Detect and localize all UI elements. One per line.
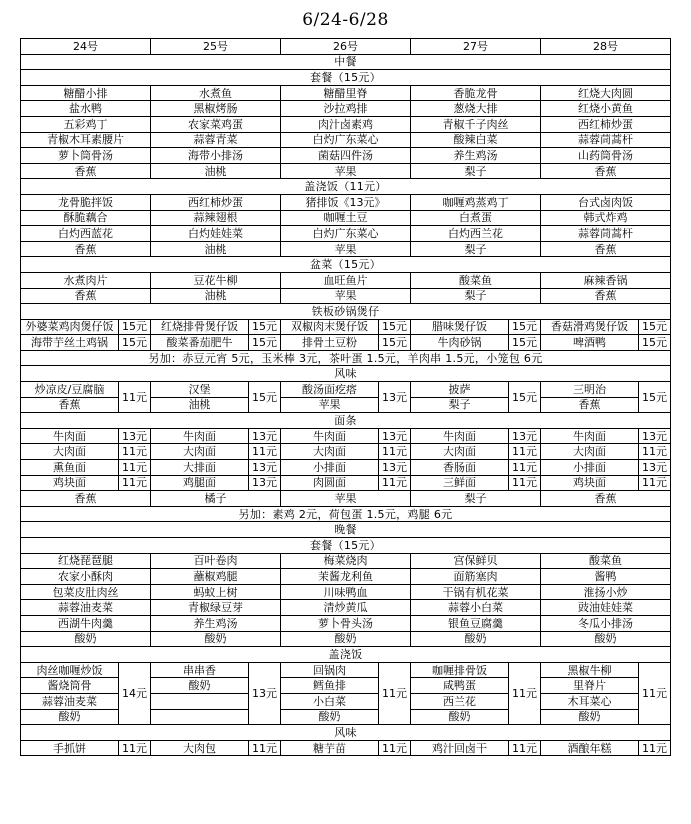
- price-cell: 11元: [509, 740, 541, 756]
- price-cell: 13元: [379, 382, 411, 413]
- menu-item: [151, 709, 249, 725]
- section-row: [21, 54, 671, 70]
- menu-item: 肉圆面: [281, 475, 379, 491]
- table-row: [21, 678, 671, 694]
- menu-item: 麻辣香锅: [541, 272, 671, 288]
- menu-item: 水煮肉片: [21, 272, 151, 288]
- section-row: [21, 522, 671, 538]
- menu-item: 牛肉面: [281, 428, 379, 444]
- menu-item: 蒜蓉油麦菜: [21, 693, 119, 709]
- price-cell: 13元: [249, 662, 281, 724]
- table-row: [21, 584, 671, 600]
- menu-item: 鸡块面: [21, 475, 119, 491]
- section-row: [21, 506, 671, 522]
- price-cell: 11元: [639, 475, 671, 491]
- table-row: [21, 553, 671, 569]
- section-heading: 另加：赤豆元宵 5元，玉米棒 3元，茶叶蛋 1.5元，羊肉串 1.5元，小笼包 6元: [21, 350, 671, 366]
- menu-item: 葱烧大排: [411, 101, 541, 117]
- menu-item: 红烧大肉圆: [541, 85, 671, 101]
- table-row: [21, 491, 671, 507]
- price-cell: 13元: [249, 475, 281, 491]
- menu-item: 牛肉砂锅: [411, 335, 509, 351]
- menu-item: 清炒黄瓜: [281, 600, 411, 616]
- menu-item: 银鱼豆腐羹: [411, 615, 541, 631]
- menu-item: 肉丝咖喱炒饭: [21, 662, 119, 678]
- menu-item: 香蕉: [21, 241, 151, 257]
- menu-item: 青椒木耳素腰片: [21, 132, 151, 148]
- section-heading: 套餐（15元）: [21, 538, 671, 554]
- menu-item: 苹果: [281, 163, 411, 179]
- menu-item: 台式卤肉饭: [541, 194, 671, 210]
- table-row: [21, 288, 671, 304]
- section-heading: 套餐（15元）: [21, 70, 671, 86]
- menu-item: 白煮蛋: [411, 210, 541, 226]
- menu-item: 面筋塞肉: [411, 569, 541, 585]
- day-header: 25号: [151, 39, 281, 55]
- menu-item: 橘子: [151, 491, 281, 507]
- section-heading: 风味: [21, 725, 671, 741]
- section-heading: 中餐: [21, 54, 671, 70]
- menu-item: 汉堡: [151, 382, 249, 398]
- menu-item: 油桃: [151, 397, 249, 413]
- table-row: [21, 226, 671, 242]
- table-row: [21, 740, 671, 756]
- price-cell: 11元: [509, 460, 541, 476]
- menu-item: 蒜蓉茼蒿杆: [541, 132, 671, 148]
- menu-item: 糖醋里脊: [281, 85, 411, 101]
- menu-item: 酸奶: [281, 631, 411, 647]
- price-cell: 11元: [119, 740, 151, 756]
- menu-item: 梨子: [411, 491, 541, 507]
- price-cell: 11元: [379, 444, 411, 460]
- menu-item: 冬瓜小排汤: [541, 615, 671, 631]
- menu-item: 披萨: [411, 382, 509, 398]
- menu-item: 萝卜筒骨汤: [21, 148, 151, 164]
- price-cell: 15元: [639, 382, 671, 413]
- menu-item: 白灼娃娃菜: [151, 226, 281, 242]
- menu-item: 回锅肉: [281, 662, 379, 678]
- menu-item: 香蕉: [21, 491, 151, 507]
- price-cell: 11元: [119, 460, 151, 476]
- table-row: [21, 210, 671, 226]
- menu-item: 香蕉: [21, 397, 119, 413]
- menu-item: 海带芋丝土鸡锅: [21, 335, 119, 351]
- price-cell: 11元: [119, 382, 151, 413]
- price-cell: 13元: [379, 460, 411, 476]
- table-row: [21, 194, 671, 210]
- menu-item: 白灼广东菜心: [281, 132, 411, 148]
- menu-item: 山药筒骨汤: [541, 148, 671, 164]
- menu-item: 鸡腿面: [151, 475, 249, 491]
- menu-item: 红烧小黄鱼: [541, 101, 671, 117]
- menu-item: 苹果: [281, 241, 411, 257]
- price-cell: 11元: [379, 740, 411, 756]
- price-cell: 15元: [119, 335, 151, 351]
- menu-item: 酒酿年糕: [541, 740, 639, 756]
- menu-item: 大肉面: [21, 444, 119, 460]
- menu-item: 炒凉皮/豆腐脑: [21, 382, 119, 398]
- table-row: [21, 600, 671, 616]
- menu-item: 酸汤面疙瘩: [281, 382, 379, 398]
- menu-item: 梅菜烧肉: [281, 553, 411, 569]
- menu-item: 酸奶: [151, 678, 249, 694]
- menu-item: 酱鸭: [541, 569, 671, 585]
- menu-item: 香脆龙骨: [411, 85, 541, 101]
- menu-item: 菌菇四件汤: [281, 148, 411, 164]
- menu-item: 黑椒烤肠: [151, 101, 281, 117]
- menu-item: 鸡块面: [541, 475, 639, 491]
- price-cell: 11元: [379, 475, 411, 491]
- table-row: [21, 397, 671, 413]
- section-heading: 铁板砂锅煲仔: [21, 304, 671, 320]
- menu-item: 蒜辣翅根: [151, 210, 281, 226]
- price-cell: 11元: [509, 475, 541, 491]
- menu-item: 苹果: [281, 288, 411, 304]
- menu-item: 盐水鸭: [21, 101, 151, 117]
- menu-item: 咖喱排骨饭: [411, 662, 509, 678]
- menu-item: 苹果: [281, 397, 379, 413]
- menu-item: 香蕉: [21, 288, 151, 304]
- menu-item: 蒜蓉茼蒿杆: [541, 226, 671, 242]
- price-cell: 13元: [249, 428, 281, 444]
- menu-item: 香菇滑鸡煲仔饭: [541, 319, 639, 335]
- table-row: [21, 241, 671, 257]
- table-row: [21, 444, 671, 460]
- menu-item: 香蕉: [541, 163, 671, 179]
- menu-item: 淮扬小炒: [541, 584, 671, 600]
- menu-item: 养生鸡汤: [151, 615, 281, 631]
- menu-item: 血旺鱼片: [281, 272, 411, 288]
- menu-item: 农家菜鸡蛋: [151, 116, 281, 132]
- menu-item: 里脊片: [541, 678, 639, 694]
- section-row: [21, 70, 671, 86]
- menu-item: 牛肉面: [541, 428, 639, 444]
- menu-item: 酸辣白菜: [411, 132, 541, 148]
- menu-item: 梨子: [411, 163, 541, 179]
- menu-item: 梨子: [411, 397, 509, 413]
- section-heading: 另加：素鸡 2元，荷包蛋 1.5元，鸡腿 6元: [21, 506, 671, 522]
- table-row: [21, 382, 671, 398]
- table-row: [21, 335, 671, 351]
- section-heading: 面条: [21, 413, 671, 429]
- price-cell: 13元: [509, 428, 541, 444]
- menu-item: 蘸椒鸡腿: [151, 569, 281, 585]
- menu-item: 排骨土豆粉: [281, 335, 379, 351]
- section-row: [21, 257, 671, 273]
- menu-item: 梨子: [411, 288, 541, 304]
- section-heading: 盆菜（15元）: [21, 257, 671, 273]
- menu-item: 咸鸭蛋: [411, 678, 509, 694]
- menu-item: 豉油娃娃菜: [541, 600, 671, 616]
- table-row: [21, 132, 671, 148]
- menu-item: 西红柿炒蛋: [151, 194, 281, 210]
- price-cell: 13元: [639, 428, 671, 444]
- menu-item: 香蕉: [21, 163, 151, 179]
- menu-item: 酸菜番茄肥牛: [151, 335, 249, 351]
- menu-item: 腊味煲仔饭: [411, 319, 509, 335]
- price-cell: 15元: [639, 319, 671, 335]
- menu-item: 熏鱼面: [21, 460, 119, 476]
- menu-item: 萝卜骨头汤: [281, 615, 411, 631]
- menu-item: 手抓饼: [21, 740, 119, 756]
- table-row: [21, 85, 671, 101]
- menu-item: 西红柿炒蛋: [541, 116, 671, 132]
- price-cell: 11元: [639, 740, 671, 756]
- menu-item: 蚂蚁上树: [151, 584, 281, 600]
- menu-item: 木耳菜心: [541, 693, 639, 709]
- table-row: [21, 319, 671, 335]
- table-row: [21, 709, 671, 725]
- menu-item: 牛肉面: [151, 428, 249, 444]
- day-header: 26号: [281, 39, 411, 55]
- weekly-menu-table: [20, 38, 671, 756]
- menu-item: 油桃: [151, 241, 281, 257]
- price-cell: 14元: [119, 662, 151, 724]
- price-cell: 13元: [639, 460, 671, 476]
- table-row: [21, 428, 671, 444]
- price-cell: 15元: [379, 319, 411, 335]
- price-cell: 11元: [509, 444, 541, 460]
- menu-item: 糖芋苗: [281, 740, 379, 756]
- menu-item: 酸菜鱼: [541, 553, 671, 569]
- menu-item: 农家小酥肉: [21, 569, 151, 585]
- menu-item: 海带小排汤: [151, 148, 281, 164]
- price-cell: 13元: [119, 428, 151, 444]
- price-cell: 15元: [249, 335, 281, 351]
- price-cell: 11元: [249, 444, 281, 460]
- section-heading: 盖浇饭: [21, 647, 671, 663]
- day-header: 24号: [21, 39, 151, 55]
- price-cell: 15元: [249, 319, 281, 335]
- menu-item: 肉汁卤素鸡: [281, 116, 411, 132]
- menu-item: 香肠面: [411, 460, 509, 476]
- menu-item: 串串香: [151, 662, 249, 678]
- menu-item: 西兰花: [411, 693, 509, 709]
- table-row: [21, 272, 671, 288]
- menu-title: 6/24-6/28: [302, 10, 389, 30]
- table-row: [21, 116, 671, 132]
- menu-item: 酸奶: [541, 631, 671, 647]
- table-row: [21, 101, 671, 117]
- table-row: [21, 569, 671, 585]
- menu-item: 茉酱龙利鱼: [281, 569, 411, 585]
- price-cell: 15元: [639, 335, 671, 351]
- menu-item: 红烧琵琶腿: [21, 553, 151, 569]
- section-row: [21, 725, 671, 741]
- price-cell: 13元: [379, 428, 411, 444]
- menu-item: 三明治: [541, 382, 639, 398]
- price-cell: 15元: [379, 335, 411, 351]
- menu-item: 酸菜鱼: [411, 272, 541, 288]
- menu-item: 养生鸡汤: [411, 148, 541, 164]
- price-cell: 11元: [119, 475, 151, 491]
- menu-item: 小白菜: [281, 693, 379, 709]
- menu-item: 香蕉: [541, 491, 671, 507]
- menu-item: 黑椒牛柳: [541, 662, 639, 678]
- menu-item: 外婆菜鸡肉煲仔饭: [21, 319, 119, 335]
- menu-item: 牛肉面: [411, 428, 509, 444]
- menu-item: 猪排饭《13元》: [281, 194, 411, 210]
- menu-item: 双椒肉末煲仔饭: [281, 319, 379, 335]
- menu-item: 苹果: [281, 491, 411, 507]
- menu-item: 蒜蓉青菜: [151, 132, 281, 148]
- menu-item: 三鲜面: [411, 475, 509, 491]
- menu-item: 水煮鱼: [151, 85, 281, 101]
- table-row: [21, 693, 671, 709]
- menu-item: 油桃: [151, 163, 281, 179]
- menu-item: 酸奶: [541, 709, 639, 725]
- menu-item: 五彩鸡丁: [21, 116, 151, 132]
- menu-item: 龙骨脆拌饭: [21, 194, 151, 210]
- menu-item: 糖醋小排: [21, 85, 151, 101]
- price-cell: 15元: [249, 382, 281, 413]
- menu-item: 白灼广东菜心: [281, 226, 411, 242]
- menu-item: 干锅有机花菜: [411, 584, 541, 600]
- menu-item: 白灼西兰花: [411, 226, 541, 242]
- menu-item: 酸奶: [21, 709, 119, 725]
- menu-item: 蒜蓉油麦菜: [21, 600, 151, 616]
- price-cell: 13元: [249, 460, 281, 476]
- menu-item: 百叶卷肉: [151, 553, 281, 569]
- menu-item: 鸡汁回卤干: [411, 740, 509, 756]
- table-row: [21, 662, 671, 678]
- menu-item: 小排面: [541, 460, 639, 476]
- price-cell: 11元: [509, 662, 541, 724]
- menu-item: 酸奶: [151, 631, 281, 647]
- menu-item: 大肉面: [411, 444, 509, 460]
- menu-item: 蒜蓉小白菜: [411, 600, 541, 616]
- menu-item: 川味鸭血: [281, 584, 411, 600]
- menu-item: 鳕鱼排: [281, 678, 379, 694]
- section-row: [21, 366, 671, 382]
- table-row: [21, 615, 671, 631]
- table-row: [21, 460, 671, 476]
- menu-item: 酱烧筒骨: [21, 678, 119, 694]
- section-row: [21, 413, 671, 429]
- menu-item: 包菜皮肚肉丝: [21, 584, 151, 600]
- menu-item: 酥脆藕合: [21, 210, 151, 226]
- menu-item: 咖喱鸡蒸鸡丁: [411, 194, 541, 210]
- menu-item: 牛肉面: [21, 428, 119, 444]
- section-row: [21, 538, 671, 554]
- section-row: [21, 350, 671, 366]
- price-cell: 15元: [509, 382, 541, 413]
- price-cell: 11元: [639, 444, 671, 460]
- menu-item: 小排面: [281, 460, 379, 476]
- menu-item: 青椒绿豆芽: [151, 600, 281, 616]
- menu-item: 红烧排骨煲仔饭: [151, 319, 249, 335]
- menu-item: 酸奶: [411, 631, 541, 647]
- menu-item: 香蕉: [541, 397, 639, 413]
- table-row: [21, 631, 671, 647]
- section-row: [21, 304, 671, 320]
- day-header: 27号: [411, 39, 541, 55]
- menu-item: 西湖牛肉羹: [21, 615, 151, 631]
- menu-item: 大肉面: [281, 444, 379, 460]
- menu-item: 酸奶: [21, 631, 151, 647]
- menu-item: 香蕉: [541, 288, 671, 304]
- price-cell: 11元: [379, 662, 411, 724]
- day-header-row: [21, 39, 671, 55]
- menu-item: 酸奶: [281, 709, 379, 725]
- menu-item: 白灼西蓝花: [21, 226, 151, 242]
- table-row: [21, 475, 671, 491]
- menu-item: 大肉包: [151, 740, 249, 756]
- price-cell: 11元: [249, 740, 281, 756]
- section-heading: 风味: [21, 366, 671, 382]
- price-cell: 11元: [639, 662, 671, 724]
- menu-item: 韩式炸鸡: [541, 210, 671, 226]
- menu-item: [151, 693, 249, 709]
- menu-item: 青椒千子肉丝: [411, 116, 541, 132]
- price-cell: 11元: [119, 444, 151, 460]
- price-cell: 15元: [509, 319, 541, 335]
- table-row: [21, 163, 671, 179]
- menu-item: 大肉面: [541, 444, 639, 460]
- section-heading: 晚餐: [21, 522, 671, 538]
- menu-item: 大肉面: [151, 444, 249, 460]
- menu-item: 宫保鲜贝: [411, 553, 541, 569]
- section-row: [21, 647, 671, 663]
- menu-item: 油桃: [151, 288, 281, 304]
- section-row: [21, 179, 671, 195]
- menu-item: 啤酒鸭: [541, 335, 639, 351]
- table-row: [21, 148, 671, 164]
- menu-item: 沙拉鸡排: [281, 101, 411, 117]
- section-heading: 盖浇饭（11元）: [21, 179, 671, 195]
- price-cell: 15元: [509, 335, 541, 351]
- menu-item: 香蕉: [541, 241, 671, 257]
- price-cell: 15元: [119, 319, 151, 335]
- day-header: 28号: [541, 39, 671, 55]
- menu-item: 酸奶: [411, 709, 509, 725]
- menu-item: 梨子: [411, 241, 541, 257]
- menu-item: 咖喱土豆: [281, 210, 411, 226]
- menu-item: 大排面: [151, 460, 249, 476]
- menu-item: 豆花牛柳: [151, 272, 281, 288]
